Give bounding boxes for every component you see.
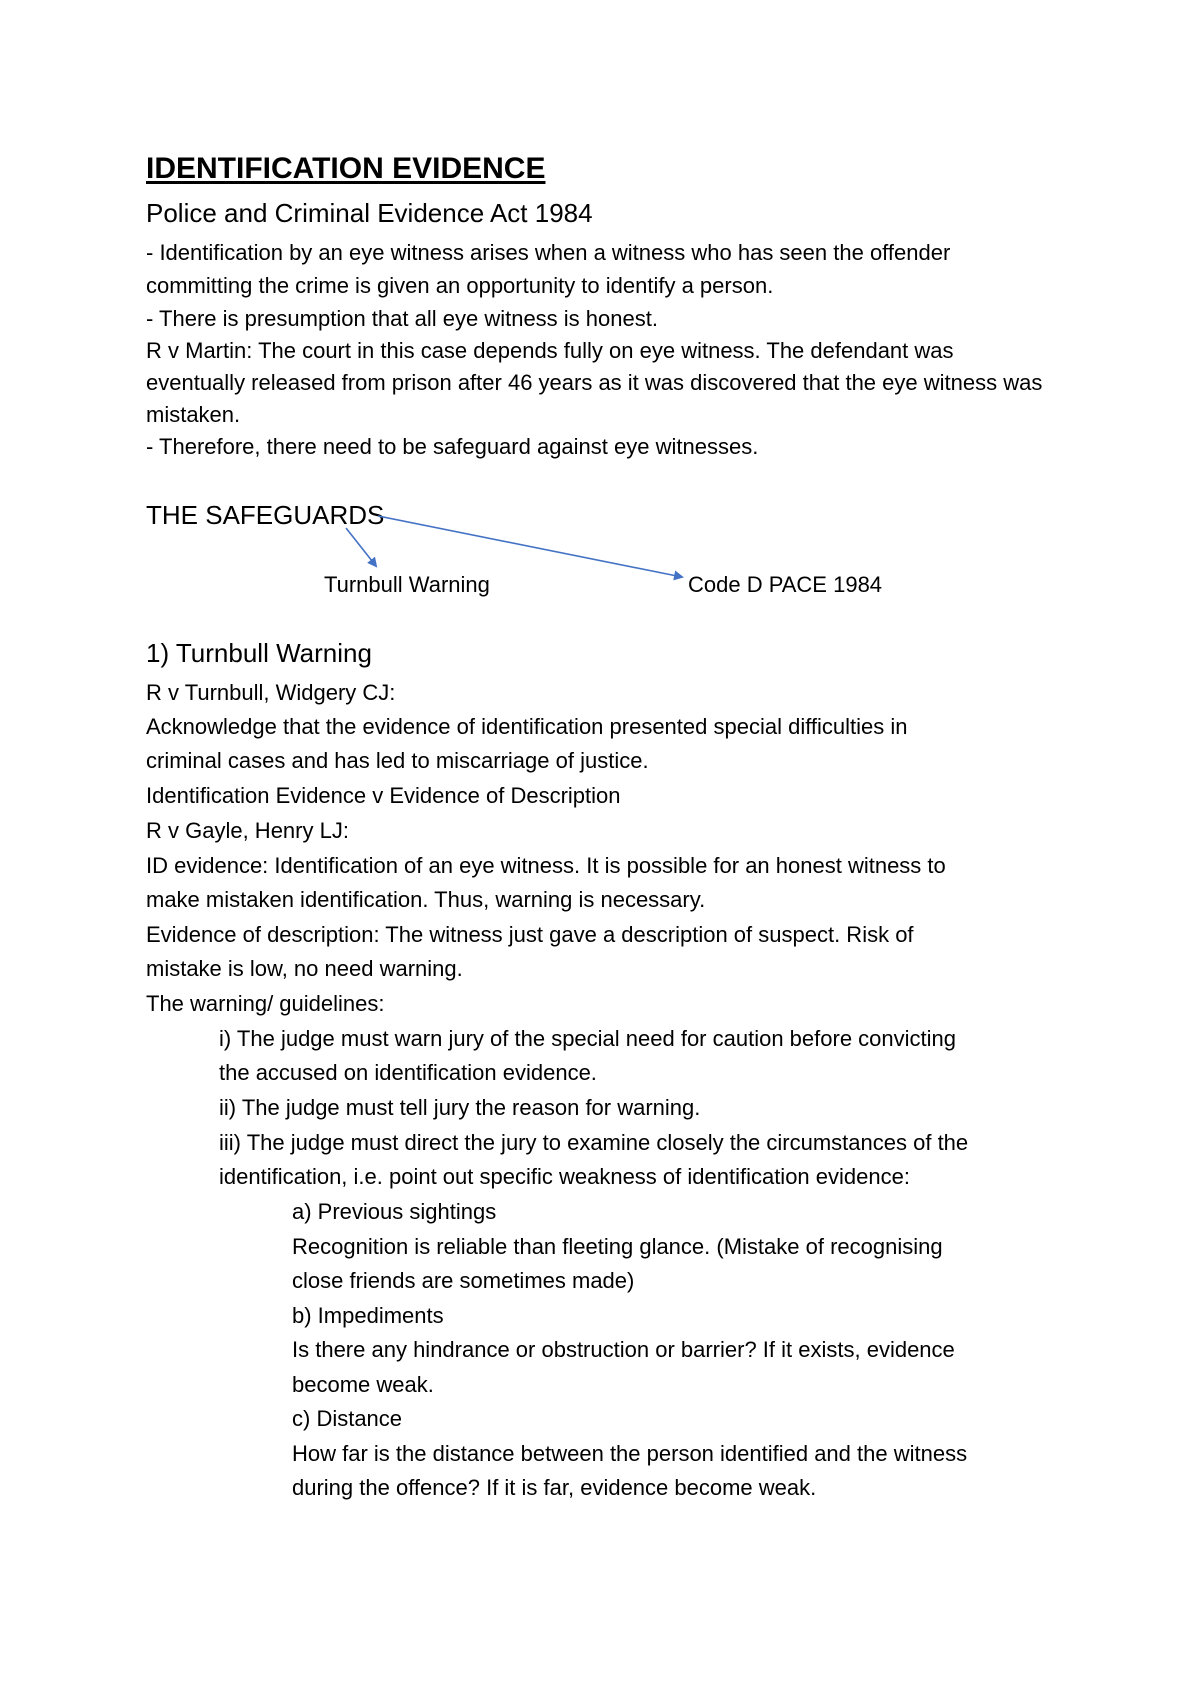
intro-line: eventually released from prison after 46 years as it was discovered that the eye witness was xyxy=(146,370,1043,395)
body-line: Acknowledge that the evidence of identification presented special difficulties in xyxy=(146,714,908,739)
sub-point-line: during the offence? If it is far, evidence become weak. xyxy=(292,1475,817,1500)
safeguards-heading: THE SAFEGUARDS xyxy=(146,500,385,530)
safeguard-turnbull: Turnbull Warning xyxy=(324,572,490,597)
intro-line: - Therefore, there need to be safeguard against eye witnesses. xyxy=(146,434,759,459)
guideline-line: identification, i.e. point out specific weakness of identification evidence: xyxy=(219,1164,910,1189)
document-title: IDENTIFICATION EVIDENCE xyxy=(146,152,546,185)
sub-point-line: become weak. xyxy=(292,1372,434,1397)
guideline-line: the accused on identification evidence. xyxy=(219,1060,597,1085)
safeguard-code-d: Code D PACE 1984 xyxy=(688,572,883,597)
intro-line: R v Martin: The court in this case depends fully on eye witness. The defendant was xyxy=(146,338,954,363)
document-subtitle: Police and Criminal Evidence Act 1984 xyxy=(146,198,593,228)
section-heading: 1) Turnbull Warning xyxy=(146,638,372,668)
sub-point-line: b) Impediments xyxy=(292,1303,444,1328)
body-line: The warning/ guidelines: xyxy=(146,991,385,1016)
sub-point-line: close friends are sometimes made) xyxy=(292,1268,635,1293)
sub-point-line: a) Previous sightings xyxy=(292,1199,497,1224)
body-line: ID evidence: Identification of an eye witness. It is possible for an honest witness to xyxy=(146,853,946,878)
arrow-to-turnbull xyxy=(346,528,376,566)
body-line: criminal cases and has led to miscarriage of justice. xyxy=(146,748,649,773)
intro-line: mistaken. xyxy=(146,402,241,427)
body-line: Evidence of description: The witness just gave a description of suspect. Risk of xyxy=(146,922,914,947)
sub-point-line: Recognition is reliable than fleeting glance. (Mistake of recognising xyxy=(292,1234,943,1259)
body-line: R v Turnbull, Widgery CJ: xyxy=(146,680,396,705)
body-line: mistake is low, no need warning. xyxy=(146,956,463,981)
sub-point-line: c) Distance xyxy=(292,1406,403,1431)
body-line: Identification Evidence v Evidence of Description xyxy=(146,783,621,808)
guideline-line: ii) The judge must tell jury the reason for warning. xyxy=(219,1095,701,1120)
guideline-line: i) The judge must warn jury of the special need for caution before convicting xyxy=(219,1026,956,1051)
intro-line: - There is presumption that all eye witness is honest. xyxy=(146,306,658,331)
sub-point-line: How far is the distance between the person identified and the witness xyxy=(292,1441,968,1466)
body-line: make mistaken identification. Thus, warning is necessary. xyxy=(146,887,706,912)
intro-line: - Identification by an eye witness arises when a witness who has seen the offender xyxy=(146,240,951,265)
body-line: R v Gayle, Henry LJ: xyxy=(146,818,349,843)
guideline-line: iii) The judge must direct the jury to examine closely the circumstances of the xyxy=(219,1130,969,1155)
intro-line: committing the crime is given an opportunity to identify a person. xyxy=(146,273,774,298)
sub-point-line: Is there any hindrance or obstruction or barrier? If it exists, evidence xyxy=(292,1337,955,1362)
